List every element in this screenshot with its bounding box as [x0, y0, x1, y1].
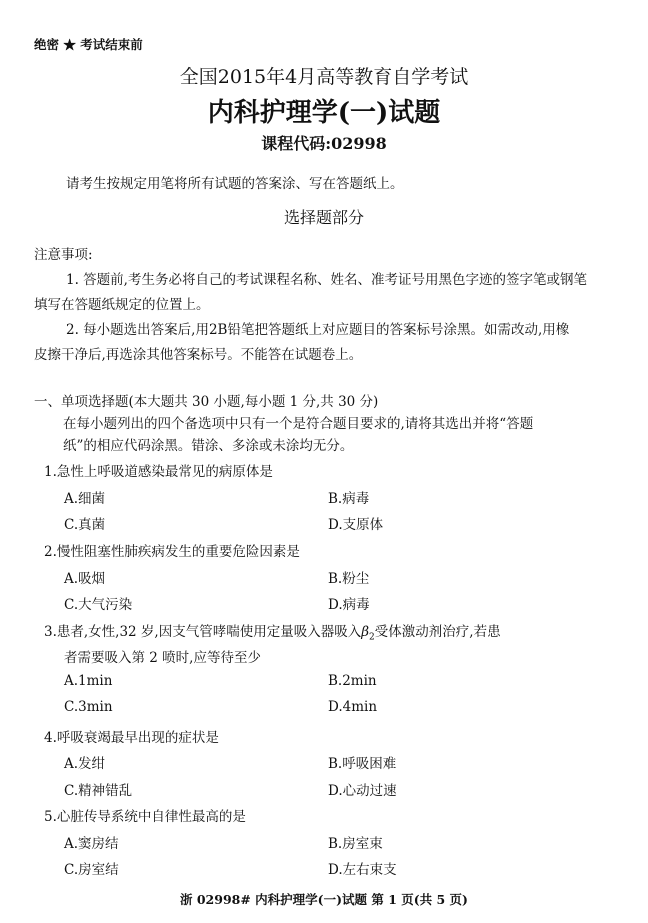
- question-2-option-a: A.吸烟: [64, 571, 106, 587]
- question-3-option-c: C.3min: [64, 699, 113, 715]
- question-4-option-a: A.发绀: [64, 756, 106, 772]
- beta-symbol: β: [361, 624, 370, 640]
- question-1-option-d: D.支原体: [328, 517, 384, 533]
- note-2-line-1: 2. 每小题选出答案后,用2B铅笔把答题纸上对应题目的答案标号涂黑。如需改动,用橡: [66, 322, 570, 338]
- question-1-option-c: C.真菌: [64, 517, 106, 533]
- question-3-option-d: D.4min: [328, 699, 378, 715]
- part1-heading: 一、单项选择题(本大题共 30 小题,每小题 1 分,共 30 分): [34, 394, 379, 410]
- question-2-option-d: D.病毒: [328, 597, 370, 613]
- subject-title: 内科护理学(一)试题: [207, 98, 441, 128]
- exam-title: 全国2015年4月高等教育自学考试: [179, 66, 469, 88]
- question-1-option-b: B.病毒: [328, 491, 370, 507]
- question-5-option-b: B.房室束: [328, 836, 383, 852]
- question-1-option-a: A.细菌: [64, 491, 106, 507]
- part1-instruction-line-1: 在每小题列出的四个备选项中只有一个是符合题目要求的,请将其选出并将“答题: [63, 416, 534, 432]
- question-3-option-a: A.1min: [64, 673, 113, 689]
- question-5-option-c: C.房室结: [64, 862, 119, 878]
- notes-heading: 注意事项:: [34, 247, 93, 263]
- question-3-stem-post: 受体激动剂治疗,若患: [374, 624, 501, 640]
- question-4-option-c: C.精神错乱: [64, 783, 133, 799]
- question-4-option-b: B.呼吸困难: [328, 756, 397, 772]
- question-5-stem: 5.心脏传导系统中自律性最高的是: [44, 809, 246, 825]
- question-4-option-d: D.心动过速: [328, 783, 397, 799]
- question-5-option-a: A.窦房结: [64, 836, 119, 852]
- course-code: 课程代码:02998: [261, 134, 387, 153]
- question-5-option-d: D.左右束支: [328, 862, 397, 878]
- part1-instruction-line-2: 纸”的相应代码涂黑。错涂、多涂或未涂均无分。: [63, 438, 354, 454]
- question-2-option-c: C.大气污染: [64, 597, 133, 613]
- beta-subscript: 2: [369, 632, 375, 643]
- question-3-option-b: B.2min: [328, 673, 377, 689]
- note-1-line-2: 填写在答题纸规定的位置上。: [34, 297, 210, 313]
- question-2-option-b: B.粉尘: [328, 571, 370, 587]
- note-2-line-2: 皮擦干净后,再选涂其他答案标号。不能答在试题卷上。: [34, 347, 363, 363]
- intro-instruction: 请考生按规定用笔将所有试题的答案涂、写在答题纸上。: [66, 176, 404, 192]
- question-4-stem: 4.呼吸衰竭最早出现的症状是: [44, 730, 219, 746]
- page-footer: 浙 02998# 内科护理学(一)试题 第 1 页(共 5 页): [180, 892, 468, 907]
- secrecy-mark: 绝密 ★ 考试结束前: [34, 37, 143, 52]
- question-3-stem-line-2: 者需要吸入第 2 喷时,应等待至少: [64, 650, 261, 666]
- question-2-stem: 2.慢性阻塞性肺疾病发生的重要危险因素是: [44, 544, 300, 560]
- question-3-stem-pre: 3.患者,女性,32 岁,因支气管哮喘使用定量吸入器吸入: [44, 624, 362, 640]
- question-1-stem: 1.急性上呼吸道感染最常见的病原体是: [44, 464, 273, 480]
- note-1-line-1: 1. 答题前,考生务必将自己的考试课程名称、姓名、准考证号用黑色字迹的签字笔或钢笔: [66, 272, 587, 288]
- section-title: 选择题部分: [283, 208, 364, 227]
- question-3-stem-line-1: [44, 620, 501, 643]
